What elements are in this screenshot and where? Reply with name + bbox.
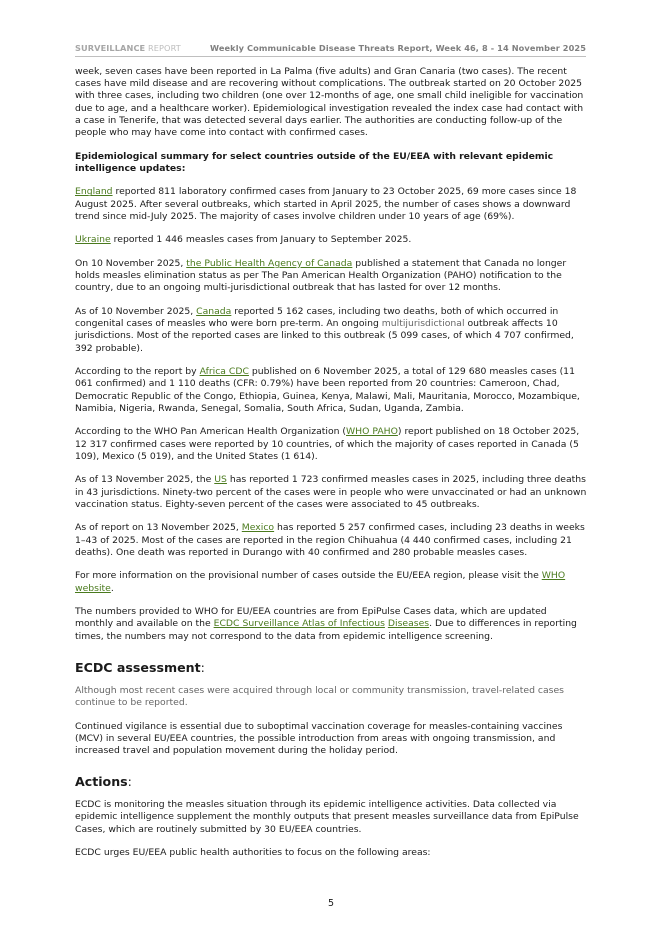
paragraph-phac: On 10 November 2025, the Public Health Agency of Canada published a statement that Canada no longer holds measles elimination status as per The Pan American Health Organization (PAHO) notification to the country, due to an ongoing multi-jurisdictional outbreak that has lasted for over 12 months. — [75, 258, 567, 294]
paragraph-us: As of 13 November 2025, the US has reported 1 723 confirmed measles cases in 2025, including three deaths in 43 jurisdictions. Ninety-two percent of the cases were in people who were unvaccinated or had an unknown vaccination status. Eighty-seven percent of the cases were associated to 45 outbreaks. — [75, 474, 587, 510]
main-content — [75, 66, 587, 871]
phac-link[interactable]: the Public Health Agency of Canada — [186, 258, 353, 269]
who-paho-link[interactable]: WHO PAHO — [346, 426, 398, 438]
actions-heading: Actions: — [75, 774, 132, 790]
actions-paragraph-2: ECDC urges EU/EEA public health authorities to focus on the following areas: — [75, 847, 431, 859]
paragraph-africa: According to the report by Africa CDC published on 6 November 2025, a total of 129 680 measles cases (11 061 confirmed) and 1 110 deaths (CFR: 0.79%) have been reported from 20 countries: Cameroon, Chad, Democratic Republic of the Congo, Ethiopia, Guinea, Kenya, Malawi, Mali, Mauritania, Morocco, Mozambique, Namibia, Nigeria, Rwanda, Senegal, Somalia, South Africa, Sudan, Uganda, Zambia. — [75, 366, 580, 414]
paragraph-canary-outbreak: week, seven cases have been reported in La Palma (five adults) and Gran Canaria (two cases). The recent cases have mild disease and are recovering without complications. The outbreak started on 20 October 2025 with three cases, including two children (one over 12-months of age, one small child ineligible for vaccination due to age, and a healthcare worker). Epidemiological investigation revealed the index case had contact with a case in Tenerife, that was detected several days earlier. The authorities are conducting follow-up of the people who may have come into contact with confirmed cases. — [75, 66, 584, 139]
ukraine-link[interactable]: Ukraine — [75, 234, 111, 246]
mexico-link[interactable]: Mexico — [241, 522, 275, 534]
paragraph-canada: As of 10 November 2025, Canada reported 5 162 cases, including two deaths, both of which occurred in congenital cases of measles who were born pre-term. An ongoing multijurisdictional outbreak affects 10 jurisdictions. Most of the reported cases are linked to this outbreak (5 099 cases, of which 4 707 confirmed, 392 probable). — [75, 306, 574, 354]
actions-paragraph-1: ECDC is monitoring the measles situation through its epidemic intelligence activities. Data collected via epidemic intelligence supplement the monthly outputs that present measles surveillance data from EpiPulse Cases, which are routinely submitted by 30 EU/EEA countries. — [75, 799, 579, 835]
summary-heading: Epidemiological summary for select countries outside of the EU/EEA with relevant epidemic intelligence updates: — [75, 150, 554, 174]
report-title: Weekly Communicable Disease Threats Report, Week 46, 8 - 14 November 2025 — [210, 43, 586, 53]
who-website-link[interactable]: WHO website — [75, 570, 566, 594]
page-header — [75, 42, 586, 57]
us-link[interactable]: US — [214, 474, 227, 486]
assessment-paragraph-2: Continued vigilance is essential due to suboptimal vaccination coverage for measles-containing vaccines (MCV) in several EU/EEA countries, the possible introduction from areas with ongoing transmission, and increased travel and population movement during the holiday period. — [75, 720, 563, 757]
canada-link[interactable]: Canada — [196, 306, 232, 317]
page-number: 5 — [327, 898, 335, 909]
africa-cdc-link[interactable]: Africa CDC — [199, 366, 249, 378]
paragraph-ukraine: Ukraine reported 1 446 measles cases from January to September 2025. — [75, 234, 412, 246]
paragraph-mexico: As of report on 13 November 2025, Mexico has reported 5 257 confirmed cases, including 23 deaths in weeks 1–43 of 2025. Most of the cases are reported in the region Chihuahua (4 440 confirmed cases, including 21 deaths). One death was reported in Durango with 40 confirmed and 280 probable measles cases. — [75, 522, 585, 558]
assessment-heading: ECDC assessment: — [75, 659, 205, 675]
paragraph-paho: According to the WHO Pan American Health Organization (WHO PAHO) report published on 18 October 2025, 12 317 confirmed cases were reported by 10 countries, of which the majority of cases reported in Canada (5 109), Mexico (5 019), and the United States (1 614). — [75, 426, 580, 462]
paragraph-who: For more information on the provisional number of cases outside the EU/EEA region, please visit the WHO website. — [75, 570, 566, 594]
paragraph-epipulse: The numbers provided to WHO for EU/EEA countries are from EpiPulse Cases data, which are updated monthly and available on the ECDC Surveillance Atlas of Infectious Diseases. Due to differences in reporting times, the numbers may not correspond to the data from epidemic intelligence screening. — [75, 606, 577, 642]
england-link[interactable]: England — [75, 186, 113, 198]
report-type-label: SURVEILLANCE REPORT — [75, 43, 181, 53]
assessment-paragraph-1: Although most recent cases were acquired through local or community transmission, travel-related cases continue to be reported. — [75, 684, 564, 709]
diseases-link[interactable]: Diseases — [387, 618, 430, 630]
paragraph-england: England reported 811 laboratory confirmed cases from January to 23 October 2025, 69 more cases since 18 August 2025. After several outbreaks, which started in April 2025, the number of cases shows a downward trend since mid-July 2025. The majority of cases involve children under 10 years of age (69%). — [75, 186, 577, 222]
surveillance-atlas-link[interactable]: ECDC Surveillance Atlas of Infectious — [213, 618, 385, 630]
